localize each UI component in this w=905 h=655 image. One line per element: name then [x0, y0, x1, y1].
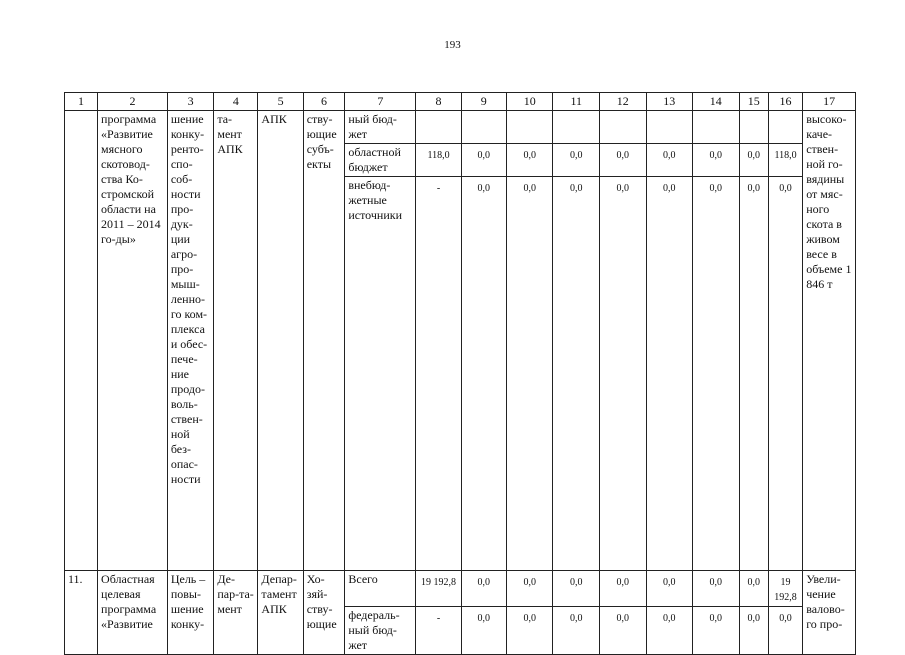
header-cell: 1	[65, 93, 98, 111]
value-cell: 0,0	[553, 177, 600, 571]
value-cell: 0,0	[553, 571, 600, 607]
program-name-cell: программа «Развитие мясного скотовод-ства Ко-стромской области на 2011 – 2014 го-ды»	[98, 111, 168, 571]
program-table	[64, 92, 856, 655]
value-cell: 0,0	[646, 144, 693, 177]
header-cell: 17	[803, 93, 856, 111]
value-cell: 0,0	[506, 571, 553, 607]
header-cell: 7	[345, 93, 416, 111]
funding-source-cell: Всего	[345, 571, 416, 607]
header-cell: 15	[739, 93, 768, 111]
value-cell	[599, 111, 646, 144]
value-cell: 0,0	[506, 177, 553, 571]
value-cell: 19 192,8	[768, 571, 802, 607]
value-cell: -	[416, 607, 461, 655]
value-cell: 0,0	[599, 177, 646, 571]
table-row	[65, 571, 856, 607]
header-cell: 11	[553, 93, 600, 111]
participants-cell: ству-ющие субъ-екты	[303, 111, 345, 571]
header-cell: 9	[461, 93, 506, 111]
header-cell: 4	[214, 93, 258, 111]
value-cell: 0,0	[739, 571, 768, 607]
value-cell: 0,0	[739, 177, 768, 571]
value-cell: 0,0	[599, 571, 646, 607]
funding-source-cell: ный бюд-жет	[345, 111, 416, 144]
value-cell	[768, 111, 802, 144]
value-cell: 19 192,8	[416, 571, 461, 607]
header-cell: 10	[506, 93, 553, 111]
row-number-cell	[65, 111, 98, 571]
value-cell: 0,0	[553, 607, 600, 655]
participants-cell: Хо-зяй-ству-ющие	[303, 571, 345, 655]
header-cell: 2	[98, 93, 168, 111]
result-cell: Увели-чение валово-го про-	[803, 571, 856, 655]
value-cell: -	[416, 177, 461, 571]
value-cell	[739, 111, 768, 144]
goal-cell: шение конку-ренто-спо-соб-ности про-дук-ции агро-про-мыш-ленно-го ком-плекса и обес-пече-ние продо-воль-ствен-ной без-опас-ности	[167, 111, 214, 571]
value-cell: 0,0	[768, 607, 802, 655]
value-cell: 0,0	[739, 144, 768, 177]
funding-source-cell: внебюд-жетные источники	[345, 177, 416, 571]
value-cell: 0,0	[506, 144, 553, 177]
value-cell: 0,0	[693, 571, 740, 607]
value-cell	[416, 111, 461, 144]
coordinator-cell: Депар-тамент АПК	[258, 571, 303, 655]
header-cell: 6	[303, 93, 345, 111]
value-cell	[506, 111, 553, 144]
value-cell: 0,0	[599, 607, 646, 655]
result-cell: высоко-каче-ствен-ной го-вядины от мяс-ного скота в живом весе в объеме 1 846 т	[803, 111, 856, 571]
value-cell: 0,0	[461, 177, 506, 571]
value-cell: 0,0	[693, 177, 740, 571]
header-cell: 13	[646, 93, 693, 111]
funding-source-cell: федераль-ный бюд-жет	[345, 607, 416, 655]
value-cell: 118,0	[416, 144, 461, 177]
row-number-cell: 11.	[65, 571, 98, 655]
value-cell	[693, 111, 740, 144]
program-name-cell: Областная целевая программа «Развитие	[98, 571, 168, 655]
value-cell: 0,0	[461, 571, 506, 607]
value-cell	[646, 111, 693, 144]
header-cell: 14	[693, 93, 740, 111]
executor-cell: Де-пар-та-мент	[214, 571, 258, 655]
value-cell: 0,0	[646, 177, 693, 571]
value-cell	[461, 111, 506, 144]
funding-source-cell: областной бюджет	[345, 144, 416, 177]
value-cell: 0,0	[646, 571, 693, 607]
value-cell	[553, 111, 600, 144]
value-cell: 0,0	[693, 144, 740, 177]
page-number: 193	[444, 39, 461, 51]
table-row	[65, 111, 856, 144]
value-cell: 0,0	[506, 607, 553, 655]
value-cell: 0,0	[553, 144, 600, 177]
value-cell: 0,0	[461, 144, 506, 177]
goal-cell: Цель – повы-шение конку-	[167, 571, 214, 655]
header-cell: 8	[416, 93, 461, 111]
coordinator-cell: АПК	[258, 111, 303, 571]
header-cell: 12	[599, 93, 646, 111]
header-cell: 16	[768, 93, 802, 111]
value-cell: 0,0	[646, 607, 693, 655]
header-cell: 3	[167, 93, 214, 111]
value-cell: 0,0	[599, 144, 646, 177]
value-cell: 0,0	[693, 607, 740, 655]
value-cell: 0,0	[739, 607, 768, 655]
value-cell: 0,0	[461, 607, 506, 655]
header-row	[65, 93, 856, 111]
header-cell: 5	[258, 93, 303, 111]
value-cell: 118,0	[768, 144, 802, 177]
value-cell: 0,0	[768, 177, 802, 571]
executor-cell: та-мент АПК	[214, 111, 258, 571]
